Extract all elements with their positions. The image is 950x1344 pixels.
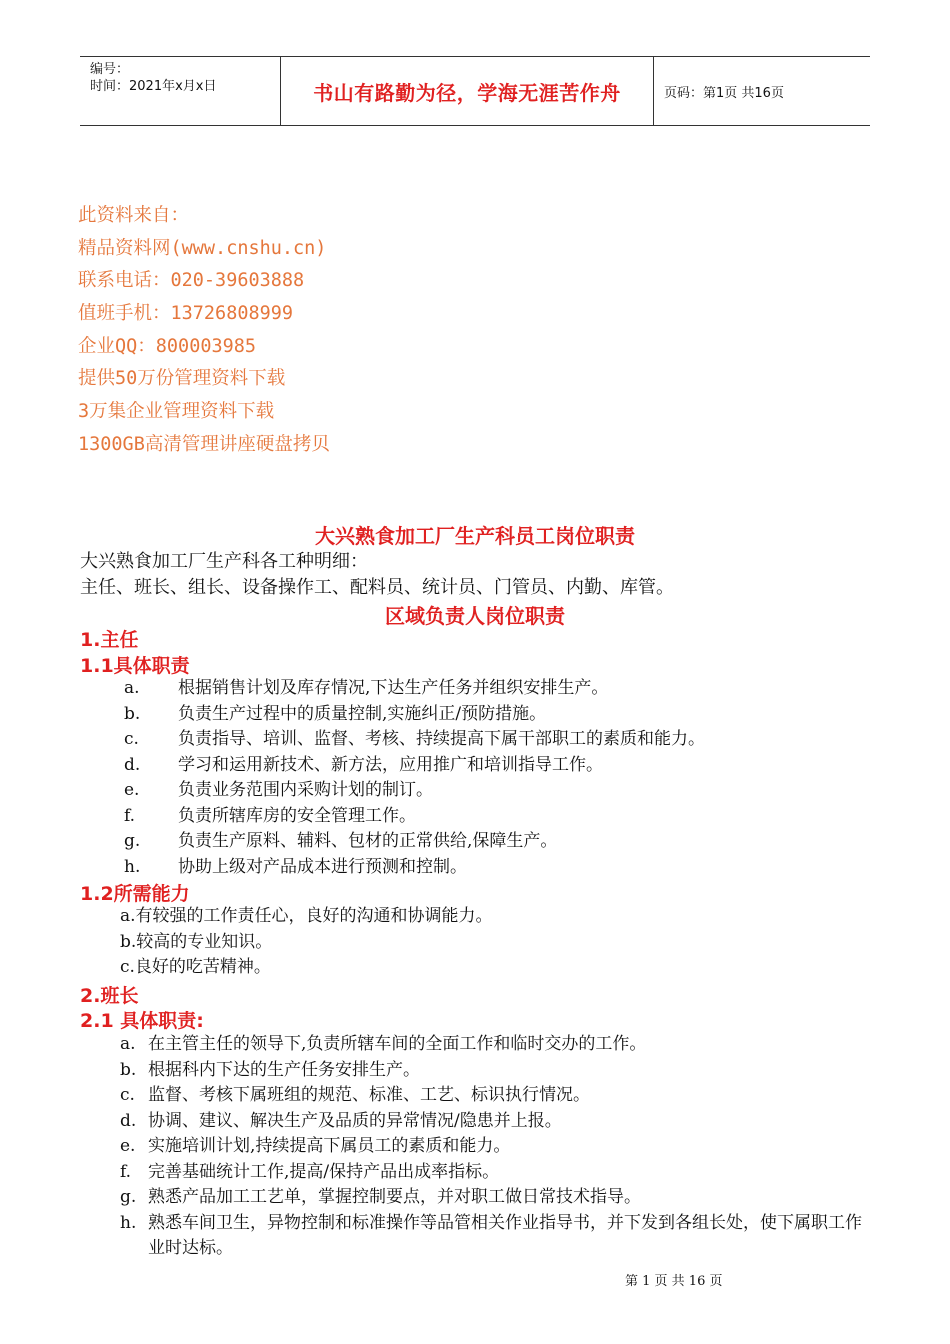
ability-list [0,904,950,981]
promo-line: 精品资料网(www.cnshu.cn) [78,237,327,259]
doc-subtitle: 区域负责人岗位职责 [385,604,565,628]
page-info: 页码：第1页 共16页 [664,85,784,101]
list-item: b.较高的专业知识。 [120,931,273,952]
page-footer: 第 1 页 共 16 页 [625,1274,723,1289]
list-item: g. 负责生产原料、辅料、包材的正常供给,保障生产。 [124,831,558,851]
promo-block [78,200,330,462]
list-item: a. 根据销售计划及库存情况,下达生产任务并组织安排生产。 [124,678,609,698]
doc-roles: 主任、班长、组长、设备操作工、配料员、统计员、门管员、内勤、库管。 [80,577,674,598]
list-item: c. 监督、考核下属班组的规范、标准、工艺、标识执行情况。 [120,1085,590,1105]
list-item: h. 熟悉车间卫生，异物控制和标准操作等品管相关作业指导书，并下发到各组长处，使下属职工作业时达标。 [120,1212,862,1258]
list-item: d. 协调、建议、解决生产及品质的异常情况/隐患并上报。 [120,1110,562,1131]
promo-line: 3万集企业管理资料下载 [78,401,275,423]
promo-line: 提供50万份管理资料下载 [78,368,286,390]
time-label: 时间：2021年x月x日 [90,79,217,94]
promo-line: 值班手机：13726808999 [78,303,294,325]
list-item: h. 协助上级对产品成本进行预测和控制。 [124,856,467,877]
list-item: b. 负责生产过程中的质量控制,实施纠正/预防措施。 [124,703,547,724]
list-item: f. 负责所辖库房的安全管理工作。 [124,805,416,826]
list-item: d. 学习和运用新技术、新方法，应用推广和培训指导工作。 [124,754,603,775]
list-item: e. 负责业务范围内采购计划的制订。 [124,780,433,800]
list-item: c.良好的吃苦精神。 [120,957,271,977]
promo-line: 1300GB高清管理讲座硬盘拷贝 [78,433,330,455]
list-item: c. 负责指导、培训、监督、考核、持续提高下属干部职工的素质和能力。 [124,729,705,749]
promo-line: 联系电话：020-39603888 [78,270,305,292]
header-left-cell [80,57,281,125]
subsection-heading: 1.1具体职责 [80,655,190,677]
section-heading: 1.主任 [80,629,139,651]
page-header [80,56,870,126]
list-item: b. 根据科内下达的生产任务安排生产。 [120,1059,420,1080]
list-item: a.有较强的工作责任心，良好的沟通和协调能力。 [120,906,493,926]
subsection-heading: 2.1 具体职责: [80,1010,204,1032]
promo-line: 此资料来自： [78,205,190,226]
list-item: e. 实施培训计划,持续提高下属员工的素质和能力。 [120,1136,511,1156]
list-item: g. 熟悉产品加工工艺单，掌握控制要点，并对职工做日常技术指导。 [120,1187,641,1207]
subsection-heading: 1.2所需能力 [80,883,190,905]
duty-list [0,1032,950,1262]
doc-title: 大兴熟食加工厂生产科员工岗位职责 [315,524,635,548]
motto: 书山有路勤为径，学海无涯苦作舟 [281,57,654,125]
list-item: f. 完善基础统计工作,提高/保持产品出成率指标。 [120,1161,500,1182]
promo-line: 企业QQ：800003985 [78,335,257,357]
section-heading: 2.班长 [80,985,139,1007]
list-item: a. 在主管主任的领导下,负责所辖车间的全面工作和临时交办的工作。 [120,1034,647,1054]
duty-list [0,676,950,880]
number-label: 编号： [90,62,130,77]
doc-intro: 大兴熟食加工厂生产科各工种明细： [80,551,368,572]
